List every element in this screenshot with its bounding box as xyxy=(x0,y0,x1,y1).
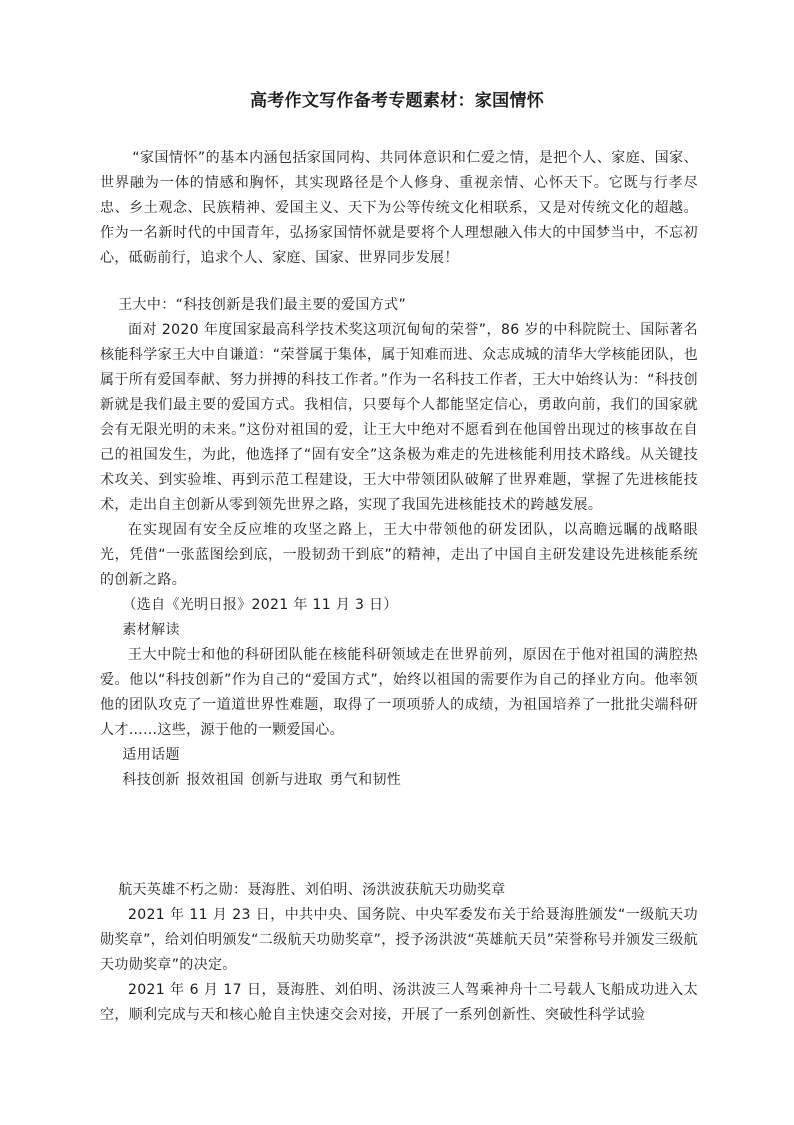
topic-item: 创新与进取 xyxy=(250,772,323,788)
section2-paragraph-1: 2021 年 11 月 23 日，中共中央、国务院、中央军委发布关于给聂海胜颁发“一级航天功勋奖章”，给刘伯明颁发“二级航天功勋奖章”，授予汤洪波“英雄航天员”荣誉称号并颁发三级航天功勋奖章”的决定。 xyxy=(100,907,698,973)
section1-topics-label: 适用话题 xyxy=(122,747,180,763)
document-title: 高考作文写作备考专题素材：家国情怀 xyxy=(249,91,545,111)
section1-analysis: 王大中院士和他的科研团队能在核能科研领域走在世界前列，原因在于他对祖国的满腔热爱。他以“科技创新”作为自己的“爱国方式”，始终以祖国的需要作为自己的择业方向。他率领他的团队攻克了一道道世界性难题，取得了一项项骄人的成绩，为祖国培养了一批批尖端科研人才……这些，源于他的一颗爱国心。 xyxy=(100,647,698,738)
topic-item: 勇气和韧性 xyxy=(329,772,402,788)
intro-section xyxy=(100,146,698,271)
section2-heading: 航天英雄不朽之勋：聂海胜、刘伯明、汤洪波获航天功勋奖章 xyxy=(118,882,506,898)
section1-paragraph-2: 在实现固有安全反应堆的攻坚之路上，王大中带领他的研发团队，以高瞻远瞩的战略眼光，凭借“一张蓝图绘到底，一股韧劲干到底”的精神，走出了中国自主研发建设先进核能系统的创新之路。 xyxy=(100,522,698,588)
topic-item: 报效祖国 xyxy=(186,772,245,788)
section1-analysis-label: 素材解读 xyxy=(122,622,180,638)
topic-item: 科技创新 xyxy=(122,772,180,788)
section1-heading: 王大中：“科技创新是我们最主要的爱国方式” xyxy=(118,297,407,313)
section-wang-dazhong xyxy=(100,293,698,793)
section2-paragraph-2: 2021 年 6 月 17 日，聂海胜、刘伯明、汤洪波三人驾乘神舟十二号载人飞船成功进入太空，顺利完成与天和核心舱自主快速交会对接，开展了一系列创新性、突破性科学试验 xyxy=(100,982,698,1023)
intro-paragraph: “家国情怀”的基本内涵包括家国同构、共同体意识和仁爱之情，是把个人、家庭、国家、世界融为一体的情感和胸怀，其实现路径是个人修身、重视亲情、心怀天下。它既与行孝尽忠、乡土观念、民族精神、爱国主义、天下为公等传统文化相联系，又是对传统文化的超越。作为一名新时代的中国青年，弘扬家国情怀就是要将个人理想融入伟大的中国梦当中，不忘初心，砥砺前行，追求个人、家庭、国家、世界同步发展！ xyxy=(100,150,698,266)
section1-topics xyxy=(100,768,698,793)
section1-source: （选自《光明日报》2021 年 11 月 3 日） xyxy=(122,597,398,613)
section1-paragraph-1: 面对 2020 年度国家最高科学技术奖这项沉甸甸的荣誉”，86 岁的中科院院士、国际著名核能科学家王大中自谦道：“荣誉属于集体，属于知难而进、众志成城的清华大学核能团队，也属于所有爱国奉献、努力拼搏的科技工作者。”作为一名科技工作者，王大中始终认为：“科技创新就是我们最主要的爱国方式。我相信，只要每个人都能坚定信心，勇敢向前，我们的国家就会有无限光明的未来。”这份对祖国的爱，让王大中绝对不愿看到在他国曾出现过的核事故在自己的祖国发生，为此，他选择了“固有安全”这条极为难走的先进核能利用技术路线。从关键技术攻关、到实验堆、再到示范工程建设，王大中带领团队破解了世界难题，掌握了先进核能技术，走出自主创新从零到领先世界之路，实现了我国先进核能技术的跨越发展。 xyxy=(100,322,698,513)
section-astronauts xyxy=(100,878,698,1028)
